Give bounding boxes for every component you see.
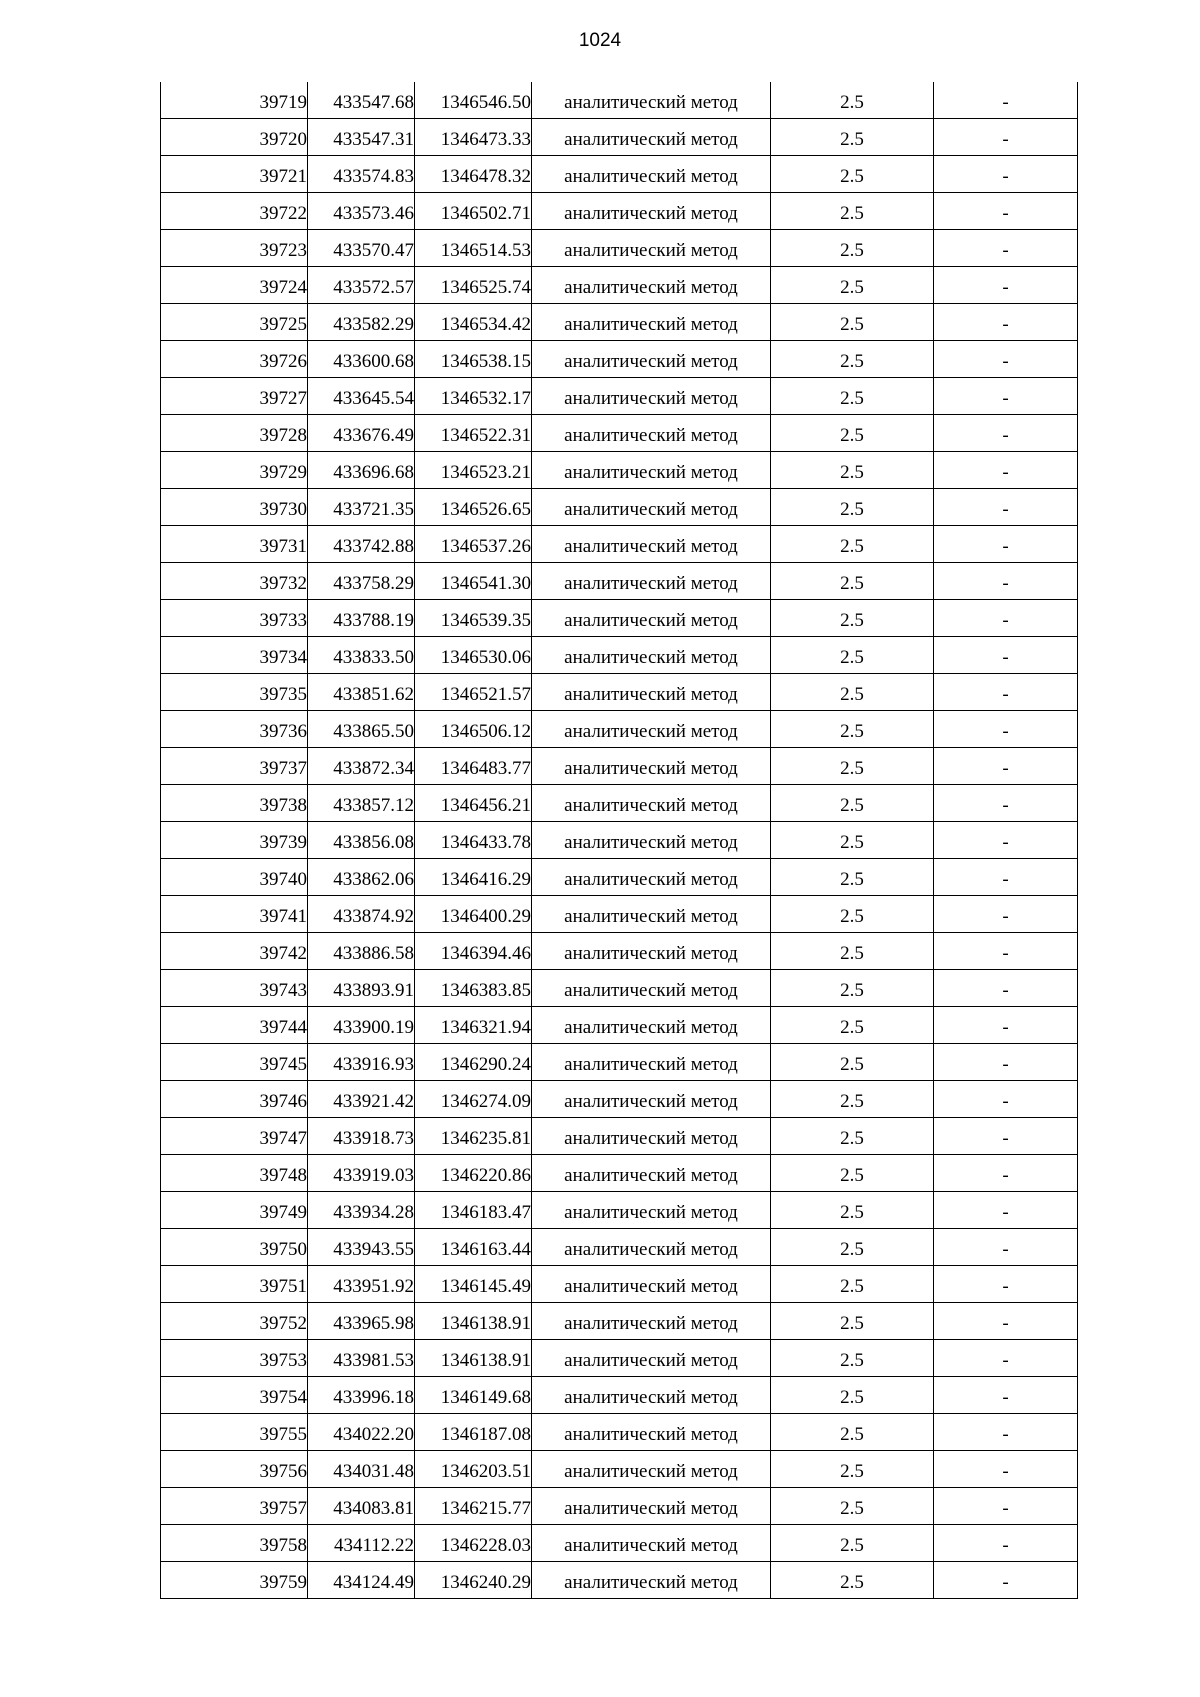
method-cell: аналитический метод [532, 452, 771, 489]
point-number-cell: 39725 [161, 304, 308, 341]
y-coordinate-cell: 1346521.57 [415, 674, 532, 711]
x-coordinate-cell: 433572.57 [308, 267, 415, 304]
table-row [161, 1377, 1078, 1414]
note-cell: - [934, 1192, 1078, 1229]
note-cell: - [934, 970, 1078, 1007]
point-number-cell: 39728 [161, 415, 308, 452]
point-number-cell: 39735 [161, 674, 308, 711]
table-row [161, 1525, 1078, 1562]
point-number-cell: 39758 [161, 1525, 308, 1562]
y-coordinate-cell: 1346228.03 [415, 1525, 532, 1562]
note-cell: - [934, 1340, 1078, 1377]
precision-cell: 2.5 [771, 267, 934, 304]
precision-cell: 2.5 [771, 1081, 934, 1118]
table-row [161, 1562, 1078, 1599]
point-number-cell: 39730 [161, 489, 308, 526]
y-coordinate-cell: 1346138.91 [415, 1340, 532, 1377]
table-row [161, 896, 1078, 933]
method-cell: аналитический метод [532, 1044, 771, 1081]
x-coordinate-cell: 433758.29 [308, 563, 415, 600]
y-coordinate-cell: 1346539.35 [415, 600, 532, 637]
note-cell: - [934, 452, 1078, 489]
precision-cell: 2.5 [771, 489, 934, 526]
table-row [161, 711, 1078, 748]
y-coordinate-cell: 1346383.85 [415, 970, 532, 1007]
y-coordinate-cell: 1346163.44 [415, 1229, 532, 1266]
x-coordinate-cell: 434022.20 [308, 1414, 415, 1451]
x-coordinate-cell: 433951.92 [308, 1266, 415, 1303]
table-row [161, 1081, 1078, 1118]
note-cell: - [934, 415, 1078, 452]
x-coordinate-cell: 433965.98 [308, 1303, 415, 1340]
precision-cell: 2.5 [771, 193, 934, 230]
y-coordinate-cell: 1346274.09 [415, 1081, 532, 1118]
precision-cell: 2.5 [771, 674, 934, 711]
point-number-cell: 39752 [161, 1303, 308, 1340]
y-coordinate-cell: 1346394.46 [415, 933, 532, 970]
point-number-cell: 39731 [161, 526, 308, 563]
y-coordinate-cell: 1346534.42 [415, 304, 532, 341]
table-row [161, 1007, 1078, 1044]
table-row [161, 1044, 1078, 1081]
table-row [161, 193, 1078, 230]
note-cell: - [934, 822, 1078, 859]
point-number-cell: 39750 [161, 1229, 308, 1266]
table-row [161, 1340, 1078, 1377]
table-row [161, 748, 1078, 785]
point-number-cell: 39724 [161, 267, 308, 304]
y-coordinate-cell: 1346473.33 [415, 119, 532, 156]
precision-cell: 2.5 [771, 1377, 934, 1414]
note-cell: - [934, 489, 1078, 526]
y-coordinate-cell: 1346400.29 [415, 896, 532, 933]
method-cell: аналитический метод [532, 193, 771, 230]
point-number-cell: 39732 [161, 563, 308, 600]
x-coordinate-cell: 433851.62 [308, 674, 415, 711]
x-coordinate-cell: 433943.55 [308, 1229, 415, 1266]
point-number-cell: 39729 [161, 452, 308, 489]
table-row [161, 822, 1078, 859]
y-coordinate-cell: 1346532.17 [415, 378, 532, 415]
precision-cell: 2.5 [771, 119, 934, 156]
x-coordinate-cell: 433788.19 [308, 600, 415, 637]
table-row [161, 1414, 1078, 1451]
y-coordinate-cell: 1346138.91 [415, 1303, 532, 1340]
x-coordinate-cell: 433547.31 [308, 119, 415, 156]
x-coordinate-cell: 433856.08 [308, 822, 415, 859]
table-row [161, 1266, 1078, 1303]
method-cell: аналитический метод [532, 711, 771, 748]
y-coordinate-cell: 1346537.26 [415, 526, 532, 563]
note-cell: - [934, 1155, 1078, 1192]
table-row [161, 82, 1078, 119]
method-cell: аналитический метод [532, 1118, 771, 1155]
x-coordinate-cell: 433981.53 [308, 1340, 415, 1377]
x-coordinate-cell: 433862.06 [308, 859, 415, 896]
table-body [161, 82, 1078, 1599]
x-coordinate-cell: 433916.93 [308, 1044, 415, 1081]
table-row [161, 119, 1078, 156]
precision-cell: 2.5 [771, 711, 934, 748]
x-coordinate-cell: 433721.35 [308, 489, 415, 526]
method-cell: аналитический метод [532, 341, 771, 378]
point-number-cell: 39727 [161, 378, 308, 415]
method-cell: аналитический метод [532, 378, 771, 415]
method-cell: аналитический метод [532, 1562, 771, 1599]
y-coordinate-cell: 1346546.50 [415, 82, 532, 119]
method-cell: аналитический метод [532, 1451, 771, 1488]
table-row [161, 230, 1078, 267]
note-cell: - [934, 711, 1078, 748]
precision-cell: 2.5 [771, 1303, 934, 1340]
precision-cell: 2.5 [771, 1266, 934, 1303]
table-row [161, 785, 1078, 822]
point-number-cell: 39751 [161, 1266, 308, 1303]
note-cell: - [934, 600, 1078, 637]
x-coordinate-cell: 433893.91 [308, 970, 415, 1007]
method-cell: аналитический метод [532, 1229, 771, 1266]
method-cell: аналитический метод [532, 1192, 771, 1229]
x-coordinate-cell: 434031.48 [308, 1451, 415, 1488]
table-row [161, 1303, 1078, 1340]
table-row [161, 674, 1078, 711]
precision-cell: 2.5 [771, 1192, 934, 1229]
method-cell: аналитический метод [532, 1377, 771, 1414]
table-row [161, 563, 1078, 600]
note-cell: - [934, 1266, 1078, 1303]
precision-cell: 2.5 [771, 1229, 934, 1266]
note-cell: - [934, 1377, 1078, 1414]
precision-cell: 2.5 [771, 1007, 934, 1044]
precision-cell: 2.5 [771, 1562, 934, 1599]
table-row [161, 933, 1078, 970]
y-coordinate-cell: 1346538.15 [415, 341, 532, 378]
note-cell: - [934, 230, 1078, 267]
method-cell: аналитический метод [532, 1081, 771, 1118]
precision-cell: 2.5 [771, 637, 934, 674]
table-row [161, 600, 1078, 637]
x-coordinate-cell: 433886.58 [308, 933, 415, 970]
point-number-cell: 39745 [161, 1044, 308, 1081]
y-coordinate-cell: 1346220.86 [415, 1155, 532, 1192]
point-number-cell: 39743 [161, 970, 308, 1007]
method-cell: аналитический метод [532, 748, 771, 785]
x-coordinate-cell: 434112.22 [308, 1525, 415, 1562]
x-coordinate-cell: 433865.50 [308, 711, 415, 748]
note-cell: - [934, 526, 1078, 563]
note-cell: - [934, 1562, 1078, 1599]
table-row [161, 341, 1078, 378]
x-coordinate-cell: 433921.42 [308, 1081, 415, 1118]
note-cell: - [934, 1525, 1078, 1562]
precision-cell: 2.5 [771, 415, 934, 452]
note-cell: - [934, 1451, 1078, 1488]
x-coordinate-cell: 433574.83 [308, 156, 415, 193]
point-number-cell: 39744 [161, 1007, 308, 1044]
note-cell: - [934, 1303, 1078, 1340]
point-number-cell: 39755 [161, 1414, 308, 1451]
precision-cell: 2.5 [771, 304, 934, 341]
y-coordinate-cell: 1346290.24 [415, 1044, 532, 1081]
note-cell: - [934, 119, 1078, 156]
table-row [161, 1155, 1078, 1192]
x-coordinate-cell: 433872.34 [308, 748, 415, 785]
method-cell: аналитический метод [532, 637, 771, 674]
table-row [161, 859, 1078, 896]
method-cell: аналитический метод [532, 600, 771, 637]
method-cell: аналитический метод [532, 156, 771, 193]
x-coordinate-cell: 433996.18 [308, 1377, 415, 1414]
y-coordinate-cell: 1346514.53 [415, 230, 532, 267]
precision-cell: 2.5 [771, 896, 934, 933]
y-coordinate-cell: 1346478.32 [415, 156, 532, 193]
table-row [161, 452, 1078, 489]
point-number-cell: 39720 [161, 119, 308, 156]
method-cell: аналитический метод [532, 896, 771, 933]
point-number-cell: 39747 [161, 1118, 308, 1155]
note-cell: - [934, 563, 1078, 600]
method-cell: аналитический метод [532, 970, 771, 1007]
method-cell: аналитический метод [532, 1488, 771, 1525]
point-number-cell: 39749 [161, 1192, 308, 1229]
table-row [161, 1118, 1078, 1155]
method-cell: аналитический метод [532, 1303, 771, 1340]
point-number-cell: 39726 [161, 341, 308, 378]
y-coordinate-cell: 1346240.29 [415, 1562, 532, 1599]
y-coordinate-cell: 1346416.29 [415, 859, 532, 896]
y-coordinate-cell: 1346530.06 [415, 637, 532, 674]
note-cell: - [934, 674, 1078, 711]
coordinates-table [160, 82, 1078, 1599]
precision-cell: 2.5 [771, 526, 934, 563]
note-cell: - [934, 637, 1078, 674]
method-cell: аналитический метод [532, 1414, 771, 1451]
precision-cell: 2.5 [771, 1414, 934, 1451]
point-number-cell: 39753 [161, 1340, 308, 1377]
method-cell: аналитический метод [532, 1340, 771, 1377]
x-coordinate-cell: 433919.03 [308, 1155, 415, 1192]
precision-cell: 2.5 [771, 822, 934, 859]
method-cell: аналитический метод [532, 82, 771, 119]
x-coordinate-cell: 434083.81 [308, 1488, 415, 1525]
precision-cell: 2.5 [771, 1451, 934, 1488]
point-number-cell: 39746 [161, 1081, 308, 1118]
y-coordinate-cell: 1346526.65 [415, 489, 532, 526]
precision-cell: 2.5 [771, 785, 934, 822]
method-cell: аналитический метод [532, 230, 771, 267]
table-row [161, 637, 1078, 674]
x-coordinate-cell: 433918.73 [308, 1118, 415, 1155]
precision-cell: 2.5 [771, 1155, 934, 1192]
point-number-cell: 39757 [161, 1488, 308, 1525]
y-coordinate-cell: 1346506.12 [415, 711, 532, 748]
table-row [161, 970, 1078, 1007]
note-cell: - [934, 156, 1078, 193]
method-cell: аналитический метод [532, 563, 771, 600]
note-cell: - [934, 82, 1078, 119]
x-coordinate-cell: 433676.49 [308, 415, 415, 452]
x-coordinate-cell: 433833.50 [308, 637, 415, 674]
method-cell: аналитический метод [532, 822, 771, 859]
note-cell: - [934, 859, 1078, 896]
method-cell: аналитический метод [532, 489, 771, 526]
x-coordinate-cell: 433582.29 [308, 304, 415, 341]
x-coordinate-cell: 433645.54 [308, 378, 415, 415]
point-number-cell: 39748 [161, 1155, 308, 1192]
note-cell: - [934, 748, 1078, 785]
note-cell: - [934, 1007, 1078, 1044]
x-coordinate-cell: 433696.68 [308, 452, 415, 489]
note-cell: - [934, 1414, 1078, 1451]
point-number-cell: 39759 [161, 1562, 308, 1599]
method-cell: аналитический метод [532, 119, 771, 156]
x-coordinate-cell: 433547.68 [308, 82, 415, 119]
method-cell: аналитический метод [532, 859, 771, 896]
table-row [161, 304, 1078, 341]
point-number-cell: 39738 [161, 785, 308, 822]
x-coordinate-cell: 433857.12 [308, 785, 415, 822]
x-coordinate-cell: 433742.88 [308, 526, 415, 563]
precision-cell: 2.5 [771, 859, 934, 896]
precision-cell: 2.5 [771, 230, 934, 267]
point-number-cell: 39734 [161, 637, 308, 674]
precision-cell: 2.5 [771, 748, 934, 785]
note-cell: - [934, 896, 1078, 933]
note-cell: - [934, 1229, 1078, 1266]
note-cell: - [934, 1044, 1078, 1081]
method-cell: аналитический метод [532, 267, 771, 304]
note-cell: - [934, 193, 1078, 230]
method-cell: аналитический метод [532, 1155, 771, 1192]
point-number-cell: 39739 [161, 822, 308, 859]
note-cell: - [934, 378, 1078, 415]
precision-cell: 2.5 [771, 563, 934, 600]
method-cell: аналитический метод [532, 1266, 771, 1303]
point-number-cell: 39723 [161, 230, 308, 267]
y-coordinate-cell: 1346235.81 [415, 1118, 532, 1155]
precision-cell: 2.5 [771, 156, 934, 193]
note-cell: - [934, 304, 1078, 341]
point-number-cell: 39722 [161, 193, 308, 230]
y-coordinate-cell: 1346541.30 [415, 563, 532, 600]
y-coordinate-cell: 1346525.74 [415, 267, 532, 304]
y-coordinate-cell: 1346483.77 [415, 748, 532, 785]
method-cell: аналитический метод [532, 526, 771, 563]
precision-cell: 2.5 [771, 1118, 934, 1155]
precision-cell: 2.5 [771, 970, 934, 1007]
table-row [161, 378, 1078, 415]
point-number-cell: 39740 [161, 859, 308, 896]
x-coordinate-cell: 433573.46 [308, 193, 415, 230]
table-row [161, 156, 1078, 193]
page-number: 1024 [578, 30, 622, 51]
y-coordinate-cell: 1346522.31 [415, 415, 532, 452]
table-row [161, 489, 1078, 526]
table-row [161, 267, 1078, 304]
table-row [161, 1451, 1078, 1488]
y-coordinate-cell: 1346183.47 [415, 1192, 532, 1229]
method-cell: аналитический метод [532, 1525, 771, 1562]
method-cell: аналитический метод [532, 674, 771, 711]
note-cell: - [934, 1488, 1078, 1525]
method-cell: аналитический метод [532, 933, 771, 970]
note-cell: - [934, 785, 1078, 822]
x-coordinate-cell: 433874.92 [308, 896, 415, 933]
y-coordinate-cell: 1346433.78 [415, 822, 532, 859]
y-coordinate-cell: 1346187.08 [415, 1414, 532, 1451]
note-cell: - [934, 267, 1078, 304]
method-cell: аналитический метод [532, 304, 771, 341]
precision-cell: 2.5 [771, 600, 934, 637]
point-number-cell: 39733 [161, 600, 308, 637]
table-row [161, 1192, 1078, 1229]
table-row [161, 415, 1078, 452]
y-coordinate-cell: 1346502.71 [415, 193, 532, 230]
point-number-cell: 39719 [161, 82, 308, 119]
y-coordinate-cell: 1346215.77 [415, 1488, 532, 1525]
table-row [161, 526, 1078, 563]
method-cell: аналитический метод [532, 1007, 771, 1044]
x-coordinate-cell: 433570.47 [308, 230, 415, 267]
precision-cell: 2.5 [771, 341, 934, 378]
point-number-cell: 39736 [161, 711, 308, 748]
method-cell: аналитический метод [532, 785, 771, 822]
y-coordinate-cell: 1346456.21 [415, 785, 532, 822]
x-coordinate-cell: 433900.19 [308, 1007, 415, 1044]
note-cell: - [934, 933, 1078, 970]
y-coordinate-cell: 1346321.94 [415, 1007, 532, 1044]
table-row [161, 1229, 1078, 1266]
y-coordinate-cell: 1346149.68 [415, 1377, 532, 1414]
point-number-cell: 39754 [161, 1377, 308, 1414]
precision-cell: 2.5 [771, 452, 934, 489]
point-number-cell: 39742 [161, 933, 308, 970]
point-number-cell: 39756 [161, 1451, 308, 1488]
point-number-cell: 39737 [161, 748, 308, 785]
x-coordinate-cell: 433934.28 [308, 1192, 415, 1229]
point-number-cell: 39721 [161, 156, 308, 193]
note-cell: - [934, 1081, 1078, 1118]
y-coordinate-cell: 1346203.51 [415, 1451, 532, 1488]
precision-cell: 2.5 [771, 933, 934, 970]
precision-cell: 2.5 [771, 1044, 934, 1081]
precision-cell: 2.5 [771, 378, 934, 415]
x-coordinate-cell: 434124.49 [308, 1562, 415, 1599]
y-coordinate-cell: 1346145.49 [415, 1266, 532, 1303]
method-cell: аналитический метод [532, 415, 771, 452]
precision-cell: 2.5 [771, 1340, 934, 1377]
note-cell: - [934, 341, 1078, 378]
table-row [161, 1488, 1078, 1525]
note-cell: - [934, 1118, 1078, 1155]
precision-cell: 2.5 [771, 82, 934, 119]
x-coordinate-cell: 433600.68 [308, 341, 415, 378]
y-coordinate-cell: 1346523.21 [415, 452, 532, 489]
point-number-cell: 39741 [161, 896, 308, 933]
precision-cell: 2.5 [771, 1488, 934, 1525]
precision-cell: 2.5 [771, 1525, 934, 1562]
